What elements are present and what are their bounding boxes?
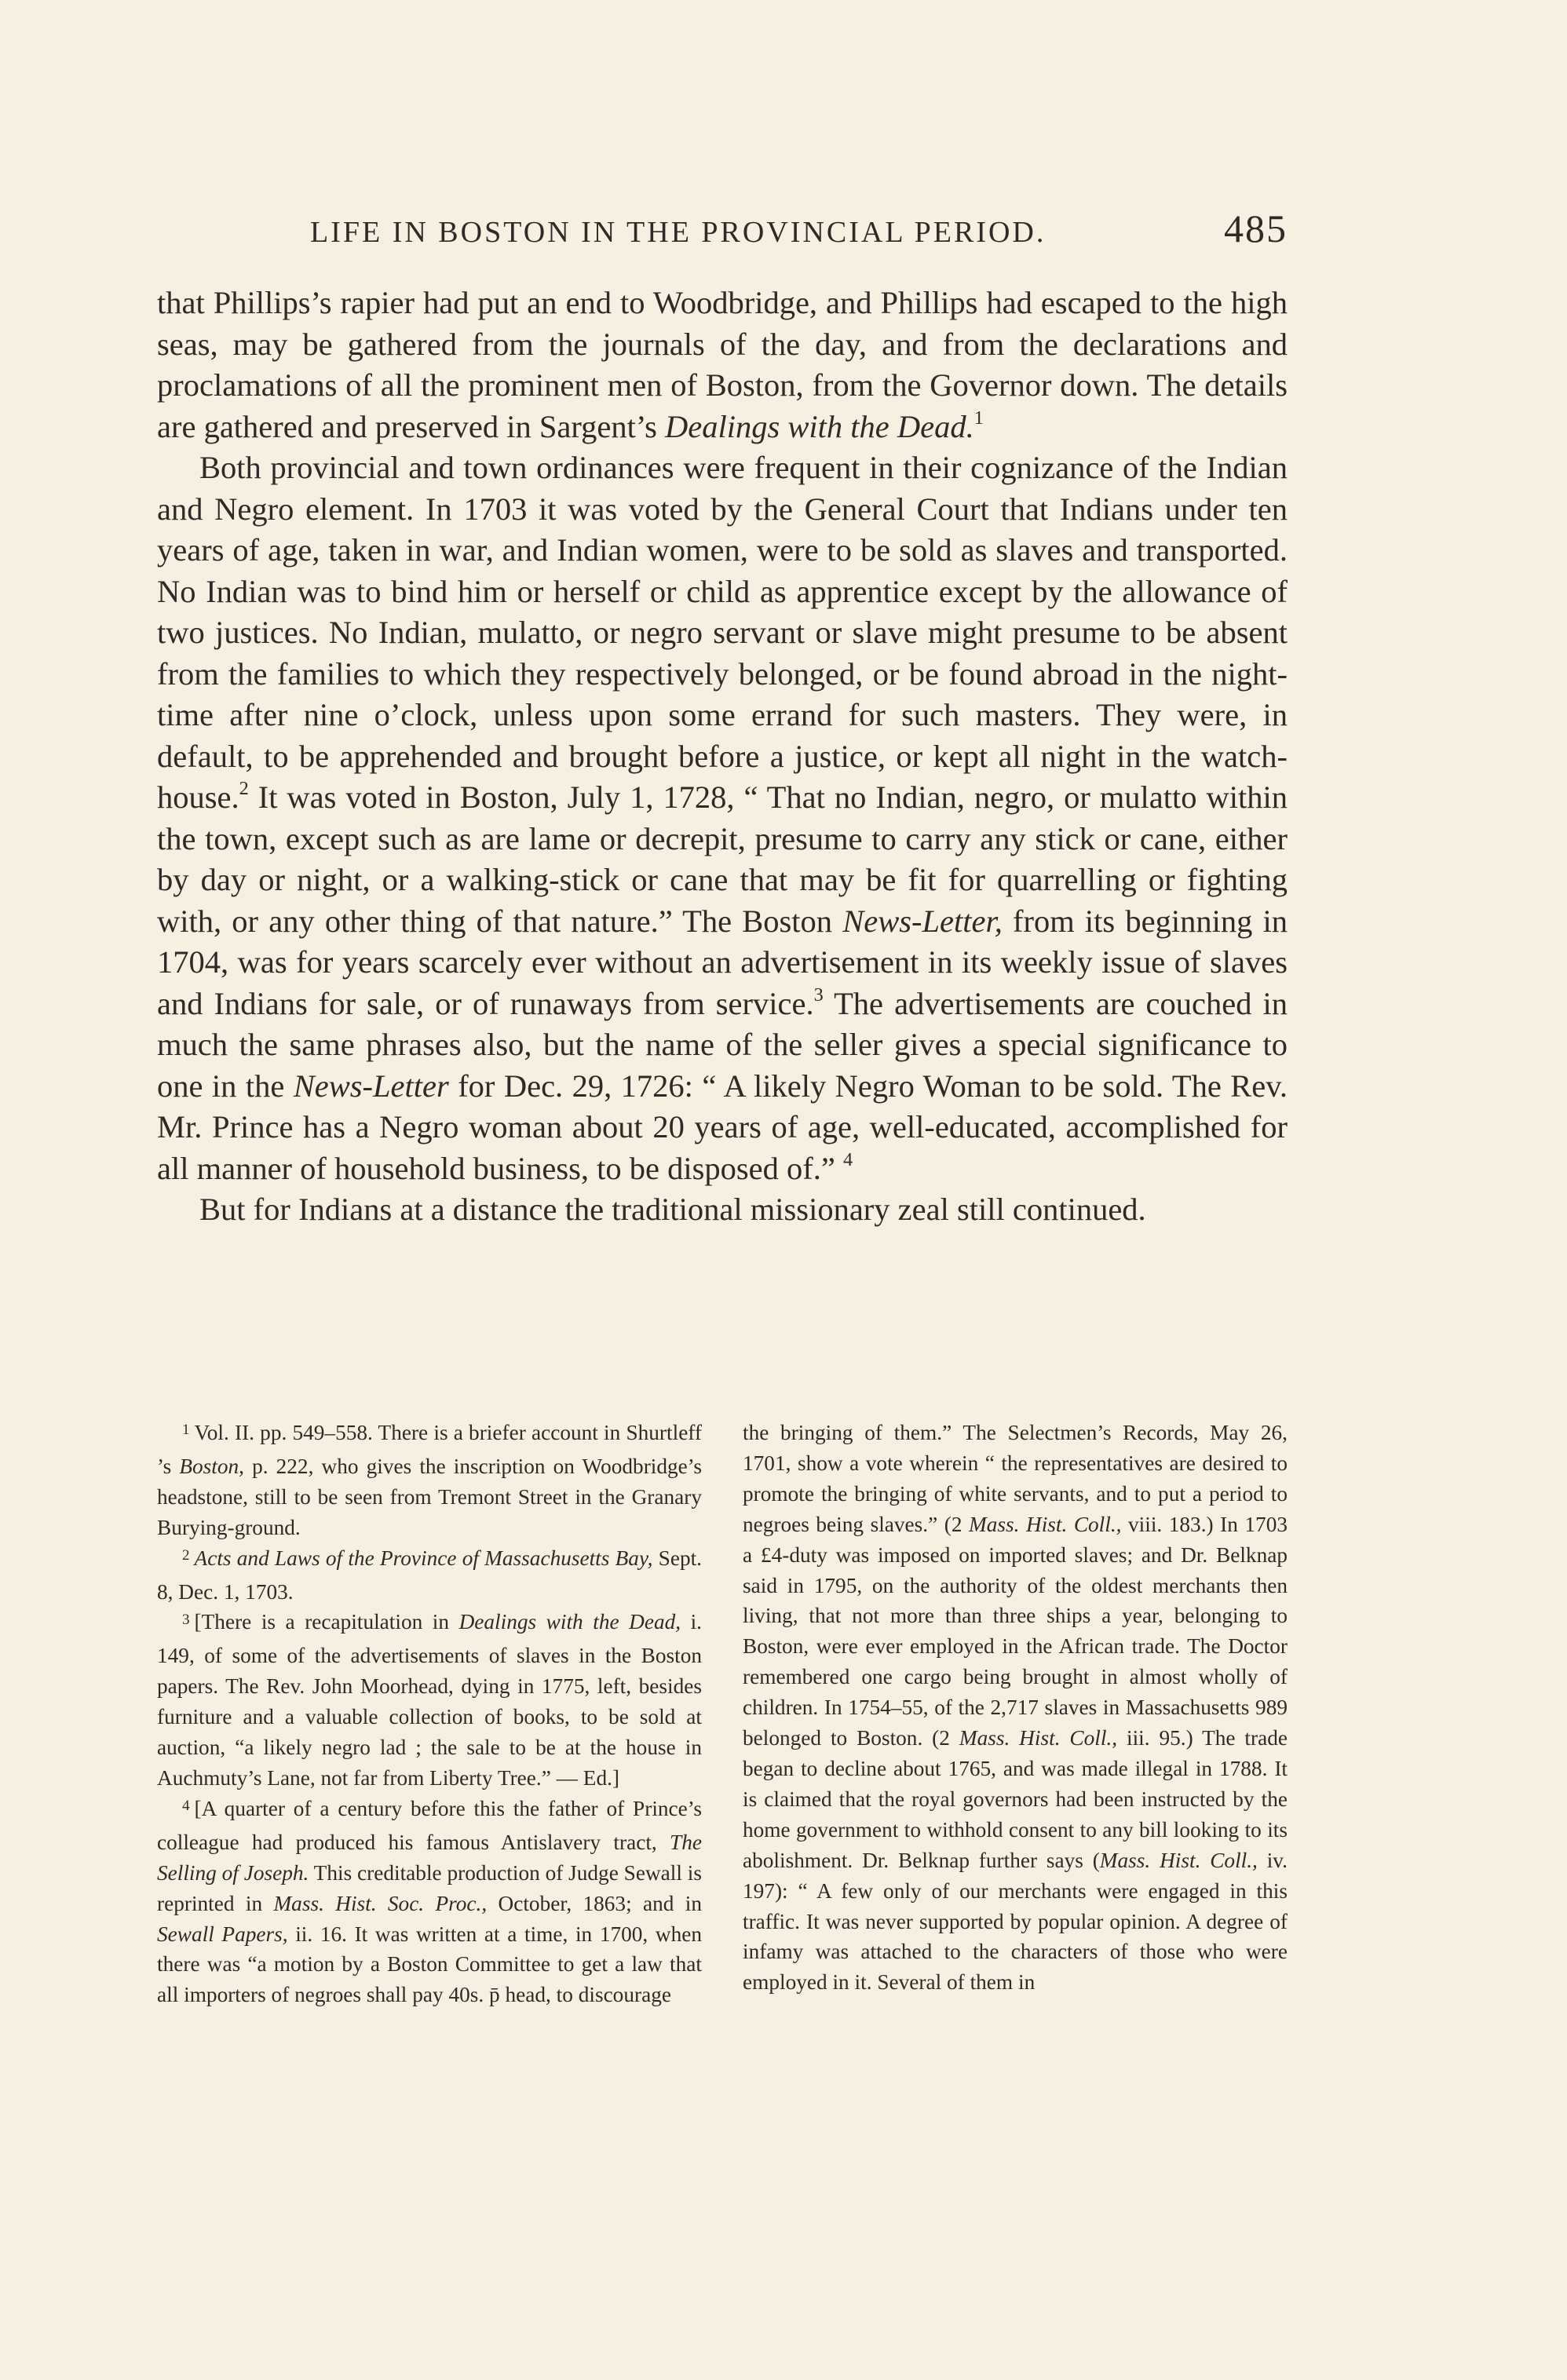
text-run: i. 149, of some of the advertisements of slaves in the Boston papers. The Rev. John Moorhead, dying in 1775, left, besides furniture and a valuable collection of books, to be sold at auction, “a likely negro lad ; the sale to be at the house in Auchmuty’s Lane, not far from Liberty Tree.” — Ed.] (157, 1610, 703, 1790)
text-run: [There is a recapitulation in (194, 1610, 459, 1634)
paragraph-2 (157, 447, 1288, 1189)
text-run: p. 222, who gives the inscription on Woodbridge’s headstone, still to be seen from Tremont Street in the Granary Burying-ground. (157, 1454, 703, 1539)
footnote-ref: 1 (973, 407, 984, 429)
text-run: The advertisements are couched in much the same phrases also, but the name of the seller gives a special significance to one in the (157, 985, 1288, 1104)
italic-title: News-Letter, (842, 903, 1003, 939)
text-run: ii. 16. It was written at a time, in 1700, when there was “a motion by a Boston Committee to get a law that all importers of negroes shall pay 40s. p̄ head, to discourage (157, 1922, 702, 2007)
footnote-3 (157, 1607, 702, 1793)
italic-title: Dealings with the Dead. (665, 408, 974, 444)
footnote-mark: 3 (182, 1611, 190, 1628)
footnote-mark: 4 (182, 1798, 190, 1815)
text-run: October, 1863; and in (487, 1891, 702, 1915)
footnote-mark: 2 (182, 1546, 190, 1564)
text-run: iv. 197): “ A few only of our merchants were engaged in this traffic. It was never supported by popular opinion. A degree of infamy was attached to the characters of those who were employed in it. Several of them in (743, 1848, 1288, 1995)
italic-title: News-Letter (293, 1068, 449, 1104)
body-text (157, 283, 1288, 1231)
page-header (157, 206, 1288, 268)
footnote-ref: 2 (239, 778, 249, 800)
footnote-2 (157, 1543, 702, 1608)
italic-title: Dealings with the Dead, (458, 1610, 681, 1634)
italic-title: Mass. Hist. Coll., (969, 1512, 1122, 1536)
italic-title: Sewall Papers, (157, 1922, 288, 1946)
paragraph-1 (157, 283, 1288, 447)
text-run: for Dec. 29, 1726: “ A likely Negro Woman to be sold. The Rev. Mr. Prince has a Negro woman about 20 years of age, well-educated, accomplished for all manner of household business, to be disposed of.” (157, 1068, 1288, 1186)
italic-title: Mass. Hist. Soc. Proc., (273, 1891, 488, 1915)
text-run: Both provincial and town ordinances were frequent in their cognizance of the Indian and Negro element. In 1703 it was voted by the General Court that Indians under ten years of age, taken in war, and Indian women, were to be sold as slaves and transported. No Indian was to bind him or herself or child as apprentice except by the allowance of two justices. No Indian, mulatto, or negro servant or slave might presume to be absent from the families to which they respectively belonged, or be found abroad in the night-time after nine o’clock, unless upon some errand for such masters. They were, in default, to be apprehended and brought before a justice, or kept all night in the watch-house. (157, 450, 1288, 815)
footnote-column-right (743, 1418, 1288, 2010)
text-run: This creditable production of Judge Sewall is reprinted in (157, 1860, 702, 1915)
italic-title: Boston, (179, 1454, 244, 1478)
footnote-mark: 1 (182, 1422, 190, 1439)
footnote-4-continued (743, 1418, 1288, 1998)
text-run: viii. 183.) In 1703 a £4-duty was imposed on imported slaves; and Dr. Belknap said in 1795, on the authority of the oldest merchants then living, that not more than three ships a year, belonging to Boston, were ever employed in the African trade. The Doctor remembered one cargo being brought in almost wholly of children. In 1754–55, of the 2,717 slaves in Massachusetts 989 belonged to Boston. (2 (743, 1512, 1288, 1750)
paragraph-3: But for Indians at a distance the traditional missionary zeal still continued. (199, 1192, 1146, 1227)
running-head: LIFE IN BOSTON IN THE PROVINCIAL PERIOD. (310, 216, 1046, 249)
text-run: Sept. 8, Dec. 1, 1703. (157, 1546, 703, 1604)
text-run: from its beginning in 1704, was for years scarcely ever without an advertisement in its weekly issue of slaves and Indians for sale, or of runaways from service. (157, 903, 1288, 1021)
footnote-ref: 4 (842, 1148, 853, 1170)
footnote-4 (157, 1794, 702, 2010)
footnote-column-left (157, 1418, 702, 2010)
text-run: [A quarter of a century before this the father of Prince’s colleague had produced his famous Antislavery tract, (157, 1796, 702, 1854)
italic-title: Acts and Laws of the Province of Massachusetts Bay, (194, 1546, 653, 1570)
footnote-1 (157, 1418, 702, 1543)
text-run: that Phillips’s rapier had put an end to Woodbridge, and Phillips had escaped to the high seas, may be gathered from the journals of the day, and from the declarations and proclamations of all the prominent men of Boston, from the Governor down. The details are gathered and preserved in Sargent’s (157, 285, 1288, 444)
italic-title: The Selling of Joseph. (157, 1830, 702, 1885)
footnotes (157, 1418, 1288, 2010)
text-run: Vol. II. pp. 549–558. There is a briefer account in Shurtleff ’s (157, 1421, 702, 1478)
page-number: 485 (1224, 206, 1288, 250)
italic-title: Mass. Hist. Coll., (959, 1726, 1118, 1750)
text-run: It was voted in Boston, July 1, 1728, “ That no Indian, negro, or mulatto within the town, except such as are lame or decrepit, presume to carry any stick or cane, either by day or night, or a walking-stick or cane that may be fit for quarrelling or fighting with, or any other thing of that nature.” The Boston (157, 779, 1288, 939)
text-run: the bringing of them.” The Selectmen’s Records, May 26, 1701, show a vote wherein “ the representatives are desired to promote the bringing of white servants, and to put a period to negroes being slaves.” (2 (743, 1421, 1288, 1536)
italic-title: Mass. Hist. Coll., (1099, 1848, 1258, 1872)
footnote-ref: 3 (813, 984, 824, 1006)
text-run: iii. 95.) The trade began to decline about 1765, and was made illegal in 1788. It is claimed that the royal governors had been instructed by the home government to withhold consent to any bill looking to its abolishment. Dr. Belknap further says ( (743, 1726, 1288, 1872)
